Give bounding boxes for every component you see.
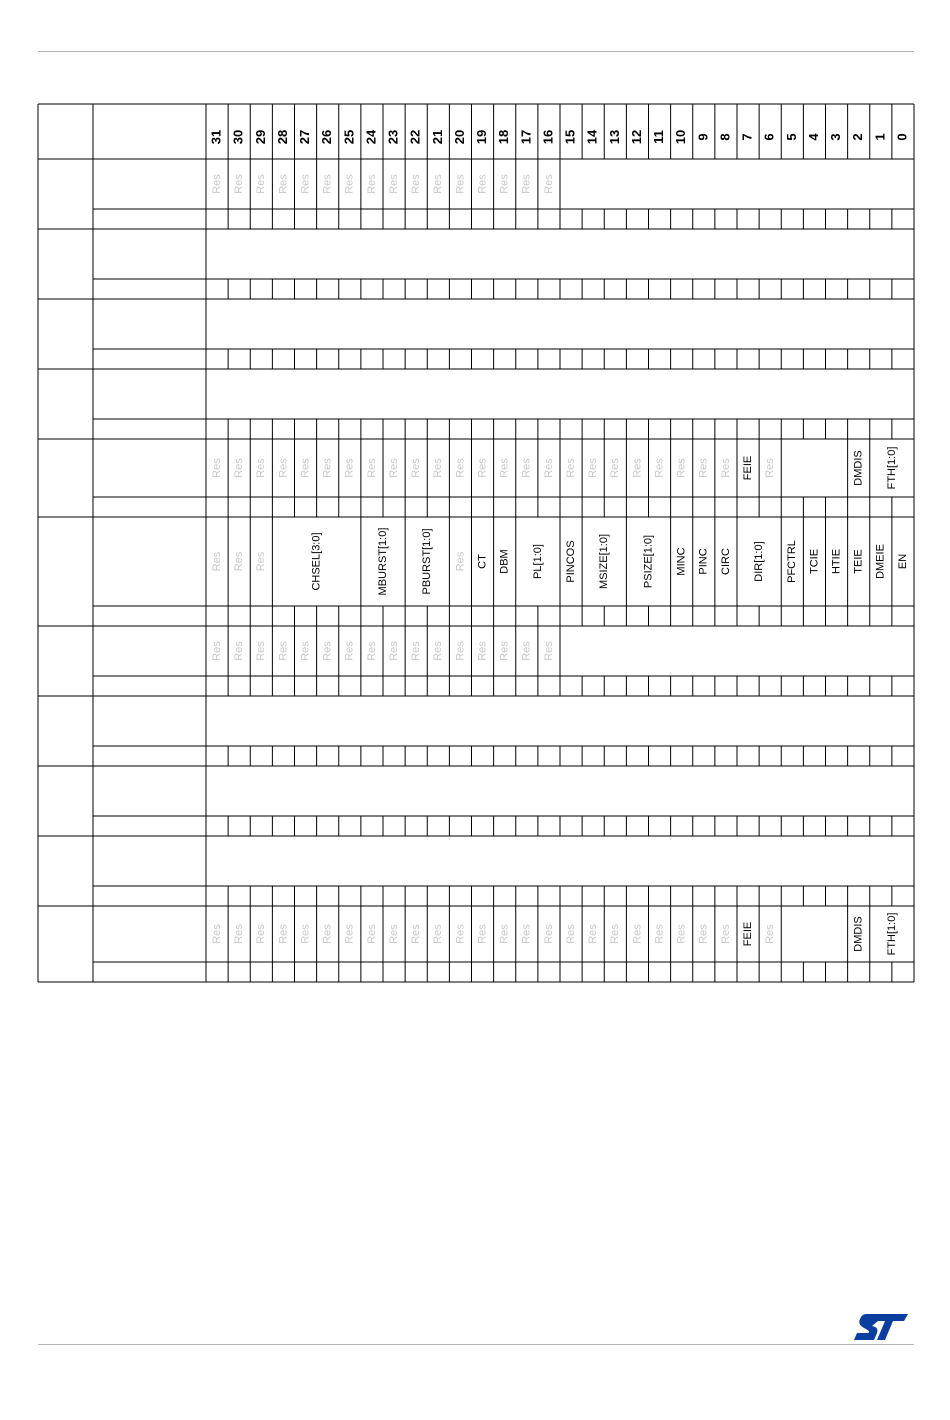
bit-number-label: 2 bbox=[850, 133, 866, 141]
reserved-bit-label: Res bbox=[210, 174, 223, 194]
reserved-bit-label: Res bbox=[432, 924, 445, 944]
reserved-bit-label: Res bbox=[343, 641, 356, 661]
bit-field-label: MINC bbox=[675, 547, 688, 576]
bit-number-label: 4 bbox=[805, 133, 821, 141]
reserved-bit-label: Res bbox=[697, 924, 710, 944]
reserved-bit-label: Res bbox=[210, 924, 223, 944]
st-logo-icon bbox=[852, 1312, 910, 1342]
reserved-bit-label: Res bbox=[719, 458, 732, 478]
reserved-bit-label: Res bbox=[520, 174, 533, 194]
reserved-bit-label: Res bbox=[764, 924, 777, 944]
reserved-bit-label: Res bbox=[520, 458, 533, 478]
reserved-bit-label: Res bbox=[277, 641, 290, 661]
bit-field-label: FEIE bbox=[741, 921, 754, 947]
reserved-bit-label: Res bbox=[432, 641, 445, 661]
bit-field-label: PINC bbox=[697, 548, 710, 575]
reserved-bit-label: Res bbox=[542, 641, 555, 661]
reserved-bit-label: Res bbox=[498, 458, 511, 478]
reserved-bit-label: Res bbox=[432, 174, 445, 194]
bit-number-label: 7 bbox=[739, 133, 755, 141]
reserved-bit-label: Res bbox=[498, 641, 511, 661]
reserved-bit-label: Res bbox=[343, 458, 356, 478]
bit-field-label: DMDIS bbox=[852, 450, 865, 486]
bit-number-label: 31 bbox=[208, 129, 224, 145]
reserved-bit-label: Res bbox=[277, 924, 290, 944]
bit-field-label: HTIE bbox=[830, 548, 843, 575]
reserved-bit-label: Res bbox=[476, 174, 489, 194]
reserved-bit-label: Res bbox=[410, 641, 423, 661]
bit-number-label: 14 bbox=[584, 129, 600, 145]
reserved-bit-label: Res bbox=[277, 174, 290, 194]
reserved-bit-label: Res bbox=[520, 924, 533, 944]
bit-number-label: 21 bbox=[429, 129, 445, 145]
reserved-bit-label: Res bbox=[233, 174, 246, 194]
reserved-bit-label: Res bbox=[697, 458, 710, 478]
reserved-bit-label: Res bbox=[410, 458, 423, 478]
bit-number-label: 3 bbox=[828, 133, 843, 141]
reserved-bit-label: Res bbox=[542, 458, 555, 478]
reserved-bit-label: Res bbox=[454, 551, 467, 572]
bit-number-label: 1 bbox=[872, 133, 888, 141]
bit-field-label: CIRC bbox=[719, 548, 732, 575]
bit-field-label: CT bbox=[476, 554, 489, 569]
bit-number-label: 8 bbox=[717, 133, 733, 141]
reserved-bit-label: Res bbox=[321, 924, 334, 944]
reserved-bit-label: Res bbox=[476, 458, 489, 478]
reserved-bit-label: Res bbox=[631, 458, 644, 478]
bit-number-label: 10 bbox=[673, 129, 689, 145]
reserved-bit-label: Res bbox=[432, 458, 445, 478]
reserved-bit-label: Res bbox=[210, 458, 223, 478]
bit-field-label: DBM bbox=[498, 549, 511, 574]
bit-number-label: 18 bbox=[496, 129, 512, 145]
reserved-bit-label: Res bbox=[299, 458, 312, 478]
bit-number-label: 0 bbox=[894, 133, 910, 141]
bit-field-label: PSIZE[1:0] bbox=[642, 534, 655, 589]
reserved-bit-label: Res bbox=[233, 458, 246, 478]
bit-field-label: PFCTRL bbox=[786, 540, 799, 583]
reserved-bit-label: Res bbox=[343, 174, 356, 194]
reserved-bit-label: Res bbox=[210, 641, 223, 661]
bit-number-label: 28 bbox=[274, 129, 290, 145]
bit-number-label: 25 bbox=[341, 129, 357, 145]
bit-number-label: 11 bbox=[651, 130, 666, 144]
reserved-bit-label: Res bbox=[653, 458, 666, 478]
bit-number-label: 24 bbox=[363, 129, 379, 145]
reserved-bit-label: Res bbox=[675, 924, 688, 944]
reserved-bit-label: Res bbox=[387, 641, 400, 661]
reserved-bit-label: Res bbox=[476, 924, 489, 944]
reserved-bit-label: Res bbox=[233, 551, 246, 572]
reserved-bit-label: Res bbox=[675, 458, 688, 478]
bit-field-label: FTH[1:0] bbox=[885, 912, 898, 956]
reserved-bit-label: Res bbox=[454, 641, 467, 661]
reserved-bit-label: Res bbox=[343, 924, 356, 944]
reserved-bit-label: Res bbox=[387, 174, 400, 194]
bit-field-label: MBURST[1:0] bbox=[376, 527, 389, 596]
reserved-bit-label: Res bbox=[255, 174, 268, 194]
reserved-bit-label: Res bbox=[387, 458, 400, 478]
bit-number-label: 27 bbox=[297, 129, 312, 145]
bit-field-label: FTH[1:0] bbox=[885, 446, 898, 490]
reserved-bit-label: Res bbox=[631, 924, 644, 944]
bit-field-label: DMDIS bbox=[852, 916, 865, 952]
bit-field-label: PL[1:0] bbox=[531, 544, 544, 579]
reserved-bit-label: Res bbox=[255, 551, 268, 572]
bit-field-label: TEIE bbox=[852, 549, 865, 574]
bit-number-label: 12 bbox=[628, 129, 644, 145]
bit-number-label: 17 bbox=[518, 129, 534, 145]
bit-field-label: TCIE bbox=[808, 548, 821, 575]
bit-field-label: MSIZE[1:0] bbox=[598, 533, 611, 590]
reserved-bit-label: Res bbox=[255, 458, 268, 478]
bit-number-label: 16 bbox=[540, 129, 556, 145]
bit-number-label: 9 bbox=[695, 133, 711, 141]
bit-number-label: 13 bbox=[606, 129, 622, 145]
bit-number-label: 30 bbox=[230, 129, 246, 145]
bit-field-label: FEIE bbox=[741, 455, 754, 481]
reserved-bit-label: Res bbox=[387, 924, 400, 944]
reserved-bit-label: Res bbox=[299, 924, 312, 944]
bit-field-label: CHSEL[3:0] bbox=[310, 532, 323, 591]
reserved-bit-label: Res bbox=[321, 641, 334, 661]
reserved-bit-label: Res bbox=[210, 551, 223, 572]
bit-number-label: 20 bbox=[451, 129, 467, 145]
bit-number-label: 23 bbox=[385, 129, 401, 145]
bit-number-label: 26 bbox=[319, 129, 335, 145]
reserved-bit-label: Res bbox=[410, 174, 423, 194]
bit-field-label: EN bbox=[896, 553, 909, 570]
reserved-bit-label: Res bbox=[609, 924, 622, 944]
reserved-bit-label: Res bbox=[564, 924, 577, 944]
reserved-bit-label: Res bbox=[410, 924, 423, 944]
reserved-bit-label: Res bbox=[542, 924, 555, 944]
reserved-bit-label: Res bbox=[498, 174, 511, 194]
reserved-bit-label: Res bbox=[520, 641, 533, 661]
bit-number-label: 22 bbox=[407, 129, 423, 145]
reserved-bit-label: Res bbox=[233, 924, 246, 944]
reserved-bit-label: Res bbox=[365, 458, 378, 478]
reserved-bit-label: Res bbox=[299, 174, 312, 194]
bit-number-label: 5 bbox=[783, 133, 799, 141]
reserved-bit-label: Res bbox=[587, 924, 600, 944]
bit-field-label: DMEIE bbox=[874, 544, 887, 579]
reserved-bit-label: Res bbox=[653, 924, 666, 944]
reserved-bit-label: Res bbox=[498, 924, 511, 944]
reserved-bit-label: Res bbox=[587, 458, 600, 478]
reserved-bit-label: Res bbox=[542, 174, 555, 194]
reserved-bit-label: Res bbox=[255, 924, 268, 944]
reserved-bit-label: Res bbox=[454, 458, 467, 478]
bit-field-label: PBURST[1:0] bbox=[421, 528, 434, 595]
reserved-bit-label: Res bbox=[564, 458, 577, 478]
bit-number-label: 6 bbox=[761, 133, 777, 141]
reserved-bit-label: Res bbox=[321, 174, 334, 194]
reserved-bit-label: Res bbox=[321, 458, 334, 478]
reserved-bit-label: Res bbox=[365, 641, 378, 661]
bit-number-label: 29 bbox=[252, 129, 268, 145]
reserved-bit-label: Res bbox=[719, 924, 732, 944]
reserved-bit-label: Res bbox=[299, 641, 312, 661]
reserved-bit-label: Res bbox=[609, 458, 622, 478]
reserved-bit-label: Res bbox=[277, 458, 290, 478]
bit-field-label: DIR[1:0] bbox=[753, 541, 766, 582]
bit-number-label: 15 bbox=[562, 129, 578, 145]
reserved-bit-label: Res bbox=[365, 924, 378, 944]
reserved-bit-label: Res bbox=[764, 458, 777, 478]
reserved-bit-label: Res bbox=[476, 641, 489, 661]
reserved-bit-label: Res bbox=[255, 641, 268, 661]
reserved-bit-label: Res bbox=[454, 174, 467, 194]
reserved-bit-label: Res bbox=[233, 641, 246, 661]
bit-field-label: PINCOS bbox=[564, 540, 577, 583]
reserved-bit-label: Res bbox=[365, 174, 378, 194]
footer-rule bbox=[38, 1344, 914, 1345]
bit-number-label: 19 bbox=[474, 129, 489, 145]
reserved-bit-label: Res bbox=[454, 924, 467, 944]
